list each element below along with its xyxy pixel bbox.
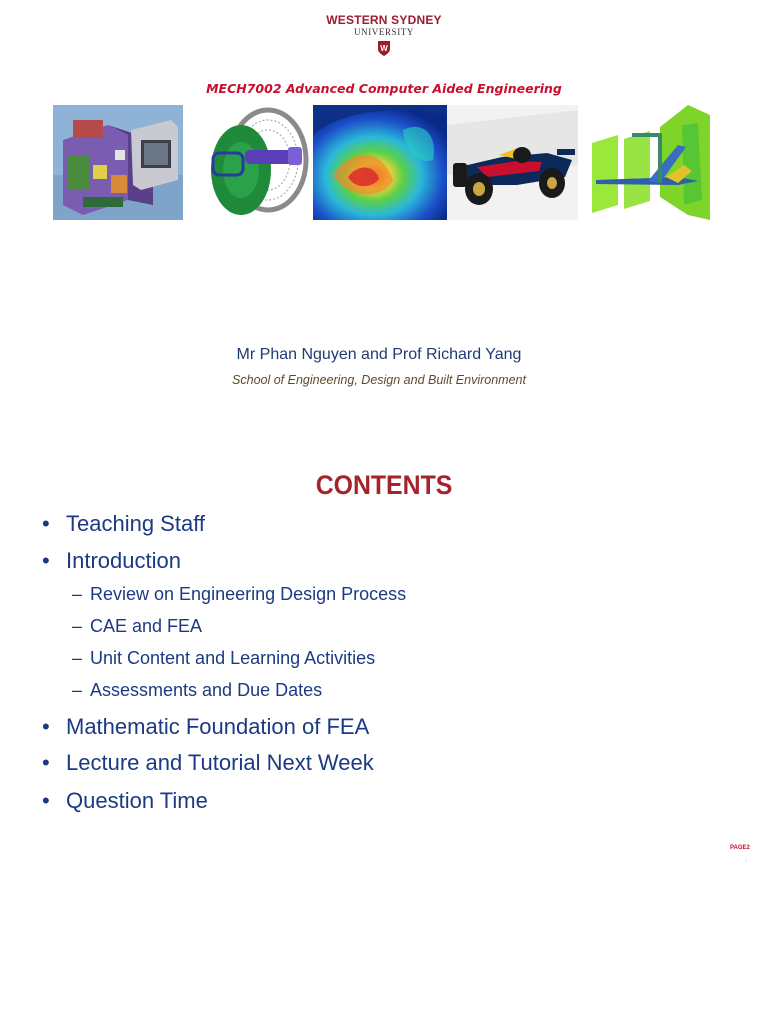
unit-title: MECH7002 Advanced Computer Aided Engineering <box>206 81 562 96</box>
formula-one-car-image <box>447 105 578 220</box>
aircraft-cfd-image <box>588 105 714 220</box>
toc-item-label: Question Time <box>66 788 208 813</box>
bullet-icon: • <box>42 714 50 739</box>
toc-subitem-unit-content <box>72 648 375 669</box>
dash-icon: – <box>72 680 83 700</box>
presenter-names: Mr Phan Nguyen and Prof Richard Yang <box>236 346 522 363</box>
dash-icon: – <box>72 584 83 604</box>
fea-stress-contour-image <box>313 105 447 220</box>
dash-icon: – <box>72 648 83 668</box>
toc-item-question-time <box>42 788 208 814</box>
bullet-icon: • <box>42 511 50 536</box>
page-number-tag: PAGE2 <box>730 845 750 851</box>
toc-item-label: Teaching Staff <box>66 511 206 536</box>
toc-item-label: Lecture and Tutorial Next Week <box>66 750 374 775</box>
dash-icon: – <box>72 616 83 636</box>
toc-subitem-cae-fea <box>72 616 202 637</box>
contents-heading: CONTENTS <box>315 470 453 500</box>
turbine-mesh-image <box>183 105 313 220</box>
logo-line-2: UNIVERSITY <box>354 27 414 37</box>
bullet-icon: • <box>42 548 50 573</box>
toc-subitem-label: Assessments and Due Dates <box>90 680 323 700</box>
machine-assembly-cad-image <box>53 105 183 220</box>
toc-subitem-label: Unit Content and Learning Activities <box>90 648 376 668</box>
toc-subitem-design-process <box>72 584 406 605</box>
toc-subitem-label: Review on Engineering Design Process <box>90 584 407 604</box>
bullet-icon: • <box>42 788 50 813</box>
toc-subitem-label: CAE and FEA <box>90 616 203 636</box>
school-name: School of Engineering, Design and Built Environment <box>232 373 526 387</box>
toc-item-label: Introduction <box>66 548 181 573</box>
toc-item-label: Mathematic Foundation of FEA <box>66 714 370 739</box>
toc-item-mathematic-foundation <box>42 714 369 740</box>
shield-letter: W <box>380 44 388 53</box>
toc-item-teaching-staff <box>42 511 205 537</box>
toc-subitem-assessments <box>72 680 322 701</box>
toc-item-introduction <box>42 548 181 574</box>
bullet-icon: • <box>42 750 50 775</box>
page-mark-icon: ‹ <box>745 858 747 864</box>
toc-item-lecture-tutorial <box>42 750 374 776</box>
university-logo <box>320 14 448 64</box>
logo-line-1: WESTERN SYDNEY <box>326 13 442 27</box>
shield-icon <box>377 40 391 57</box>
